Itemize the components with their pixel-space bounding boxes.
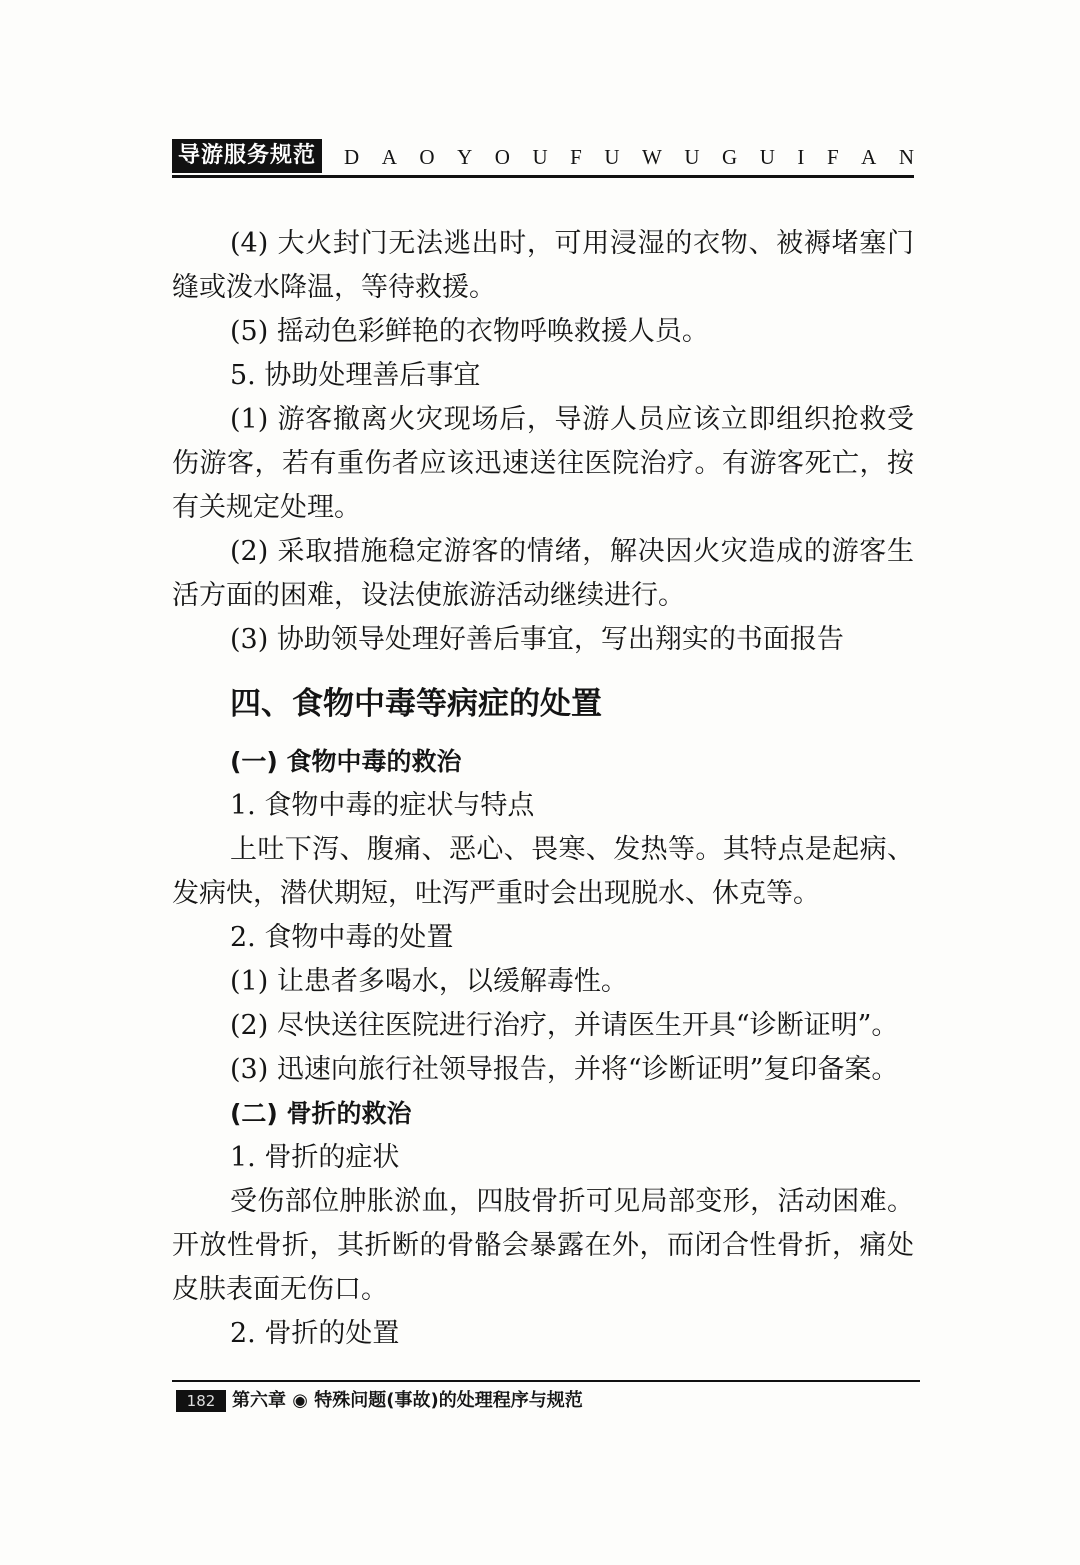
subsection-heading: (一) 食物中毒的救治 (230, 747, 462, 776)
body-paragraph: 1. 骨折的症状 (230, 1142, 400, 1173)
footer-rule (172, 1380, 920, 1382)
body-paragraph: 2. 食物中毒的处置 (230, 922, 454, 953)
page-body (172, 222, 914, 1356)
pinyin-letter: O (494, 145, 510, 169)
header-rule (172, 175, 914, 178)
pinyin-letter: W (642, 145, 662, 169)
body-paragraph: (3) 迅速向旅行社领导报告，并将“诊断证明”复印备案。 (230, 1054, 899, 1085)
pinyin-letter: U (532, 145, 548, 169)
section-heading: 四、食物中毒等病症的处置 (230, 686, 602, 722)
pinyin-letter: U (759, 145, 775, 169)
subsection-heading: (二) 骨折的救治 (230, 1099, 412, 1128)
body-paragraph: (2) 尽快送往医院进行治疗，并请医生开具“诊断证明”。 (230, 1010, 899, 1041)
pinyin-letter: A (861, 145, 877, 169)
book-title-pinyin (344, 141, 914, 173)
chapter-title: 第六章 ◉ 特殊问题(事故)的处理程序与规范 (232, 1390, 583, 1411)
body-paragraph: 1. 食物中毒的症状与特点 (230, 790, 535, 821)
pinyin-letter: N (898, 145, 914, 169)
pinyin-letter: F (826, 145, 839, 169)
body-paragraph: 上吐下泻、腹痛、恶心、畏寒、发热等。其特点是起病、发病快，潜伏期短，吐泻严重时会出现脱水、休克等。 (172, 834, 914, 909)
pinyin-letter: Y (457, 145, 473, 169)
body-paragraph: 2. 骨折的处置 (230, 1318, 400, 1349)
body-paragraph: (2) 采取措施稳定游客的情绪，解决因火灾造成的游客生活方面的困难，设法使旅游活动继续进行。 (172, 536, 914, 611)
pinyin-letter: G (722, 145, 738, 169)
body-paragraph: (1) 让患者多喝水，以缓解毒性。 (230, 966, 628, 997)
running-footer (172, 1380, 920, 1420)
body-paragraph: (3) 协助领导处理好善后事宜，写出翔实的书面报告 (230, 624, 844, 655)
pinyin-letter: A (381, 145, 397, 169)
body-paragraph: 5. 协助处理善后事宜 (230, 360, 481, 391)
body-paragraph: (1) 游客撤离火灾现场后，导游人员应该立即组织抢救受伤游客，若有重伤者应该迅速送往医院治疗。有游客死亡，按有关规定处理。 (172, 404, 914, 523)
pinyin-letter: U (684, 145, 700, 169)
pinyin-letter: I (797, 145, 805, 169)
running-header (172, 135, 914, 179)
pinyin-letter: O (419, 145, 435, 169)
page-number: 182 (176, 1390, 226, 1412)
body-paragraph: (4) 大火封门无法逃出时，可用浸湿的衣物、被褥堵塞门缝或泼水降温，等待救援。 (172, 228, 914, 303)
body-paragraph: (5) 摇动色彩鲜艳的衣物呼唤救援人员。 (230, 316, 709, 347)
book-title: 导游服务规范 (172, 139, 322, 173)
pinyin-letter: D (344, 145, 360, 169)
body-paragraph: 受伤部位肿胀淤血，四肢骨折可见局部变形，活动困难。开放性骨折，其折断的骨骼会暴露在外，而闭合性骨折，痛处皮肤表面无伤口。 (172, 1186, 914, 1305)
pinyin-letter: F (570, 145, 582, 169)
pinyin-letter: U (604, 145, 620, 169)
